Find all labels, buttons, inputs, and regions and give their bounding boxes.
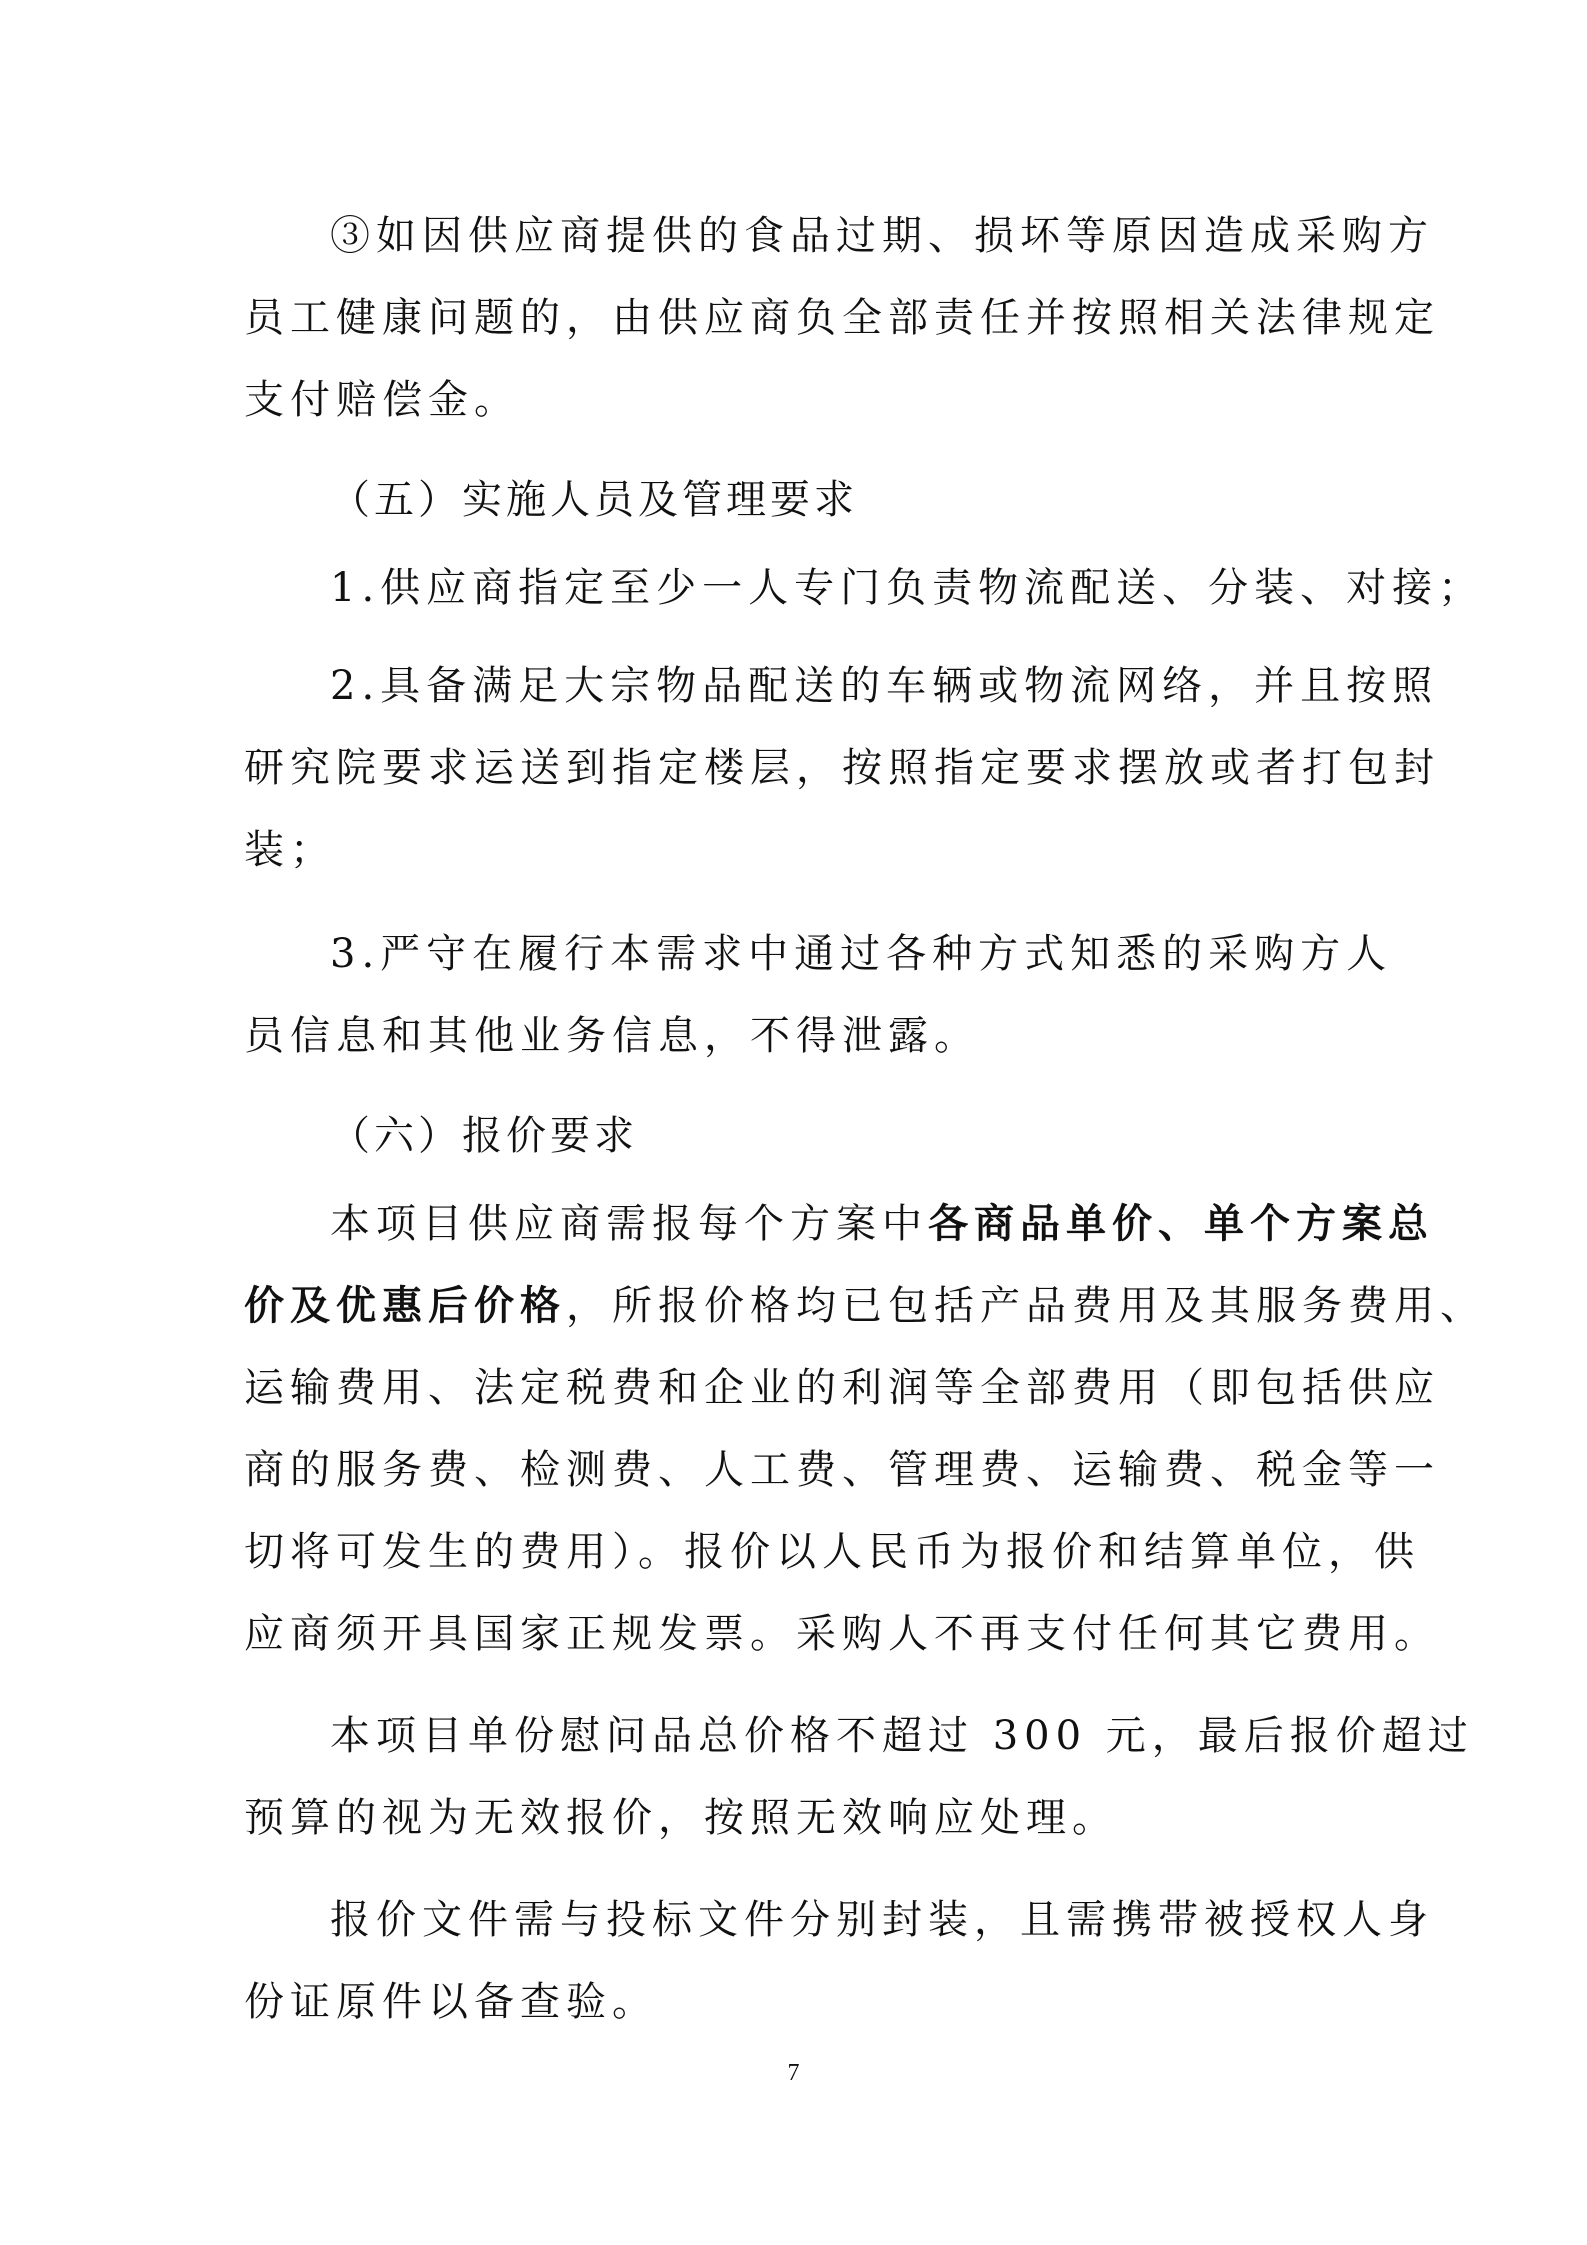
paragraph-line: 报价文件需与投标文件分别封装，且需携带被授权人身 [330, 1897, 1434, 1943]
paragraph-text: 本项目供应商需报每个方案中 [330, 1201, 928, 1247]
paragraph-line: 员工健康问题的，由供应商负全部责任并按照相关法律规定 [244, 295, 1440, 341]
paragraph-line: 2.具备满足大宗物品配送的车辆或物流网络，并且按照 [330, 663, 1439, 709]
paragraph-line: 运输费用、法定税费和企业的利润等全部费用（即包括供应 [244, 1365, 1440, 1411]
paragraph-line: 装； [244, 827, 336, 873]
paragraph-line: 1.供应商指定至少一人专门负责物流配送、分装、对接； [330, 565, 1485, 611]
paragraph-line: 3.严守在履行本需求中通过各种方式知悉的采购方人 [330, 931, 1393, 977]
paragraph-line: 份证原件以备查验。 [244, 1979, 658, 2025]
section-heading: （六）报价要求 [330, 1113, 638, 1159]
paragraph-line [244, 1282, 1486, 1330]
paragraph-line [330, 1200, 1450, 1248]
section-heading: （五）实施人员及管理要求 [330, 477, 858, 523]
page-number: 7 [787, 2060, 800, 2086]
bold-emphasis: 价及优惠后价格 [244, 1282, 566, 1329]
paragraph-line: 研究院要求运送到指定楼层，按照指定要求摆放或者打包封 [244, 745, 1440, 791]
paragraph-line: ③如因供应商提供的食品过期、损坏等原因造成采购方 [330, 213, 1434, 259]
paragraph-line: 支付赔偿金。 [244, 377, 520, 423]
bold-emphasis: 各商品单价、单个方案总 [928, 1200, 1434, 1247]
paragraph-line: 本项目单份慰问品总价格不超过 300 元，最后报价超过 [330, 1713, 1474, 1759]
paragraph-text: ，所报价格均已包括产品费用及其服务费用、 [566, 1283, 1486, 1329]
paragraph-line: 预算的视为无效报价，按照无效响应处理。 [244, 1795, 1118, 1841]
paragraph-line: 商的服务费、检测费、人工费、管理费、运输费、税金等一 [244, 1447, 1440, 1493]
paragraph-line: 切将可发生的费用）。报价以人民币为报价和结算单位，供 [244, 1529, 1420, 1575]
paragraph-line: 应商须开具国家正规发票。采购人不再支付任何其它费用。 [244, 1611, 1440, 1657]
paragraph-line: 员信息和其他业务信息，不得泄露。 [244, 1013, 980, 1059]
